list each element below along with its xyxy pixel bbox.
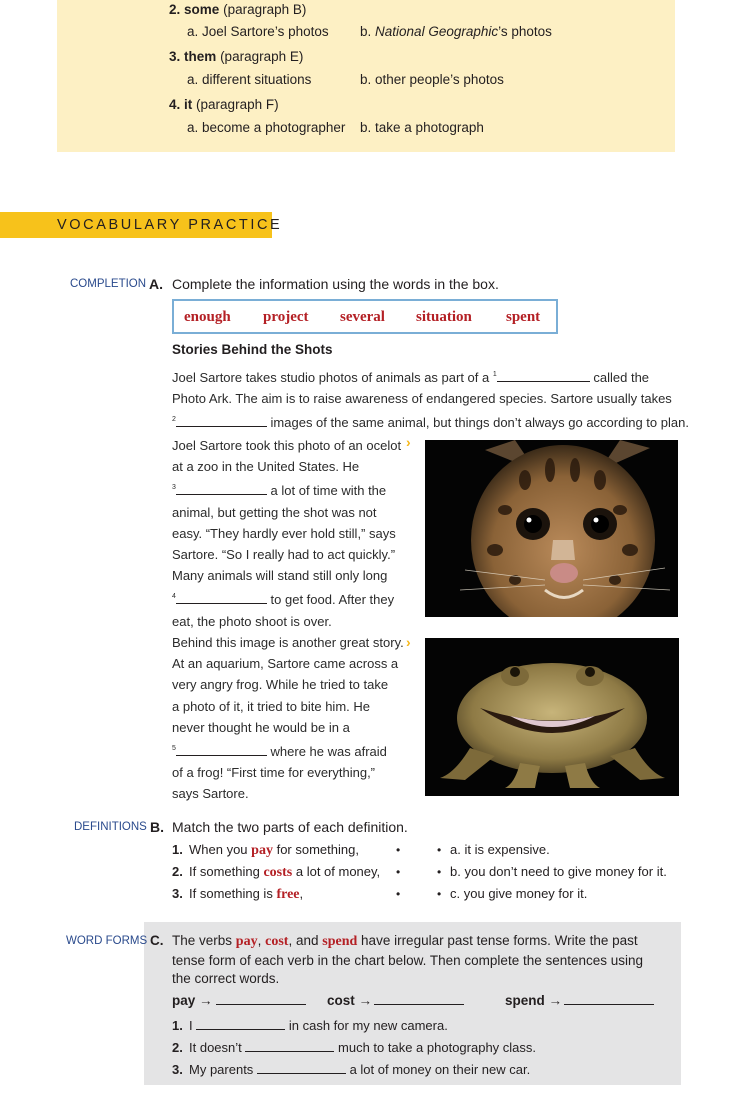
completion-instruction: A. Complete the information using the words in the box. xyxy=(149,276,499,292)
reference-option-a[interactable]: a. different situations xyxy=(187,72,312,87)
sentence-2-blank[interactable] xyxy=(245,1040,334,1052)
word-forms-instruction: C. The verbs pay, cost, and spend have irregular past tense forms. Write the past tense form of each verb in the chart below. Then complete the sentences using the correct words. xyxy=(150,933,644,986)
reference-option-a[interactable]: a. Joel Sartore’s photos xyxy=(187,24,329,39)
ocelot-paragraph: Joel Sartore took this photo of an ocelot at a zoo in the United States. He $^3$ a lot of time with the animal, but getting the shot was not easy. “They hardly ever hold still,” says Sartore. “So I really had to act quickly.” Many animals will stand still only long $^4$ to get food. After they eat, the photo shoot is over. xyxy=(172,438,402,629)
reference-option-a[interactable]: a. become a photographer xyxy=(187,120,346,135)
blank-4[interactable] xyxy=(176,592,267,604)
match-dot[interactable]: • xyxy=(437,865,442,879)
section-title: VOCABULARY PRACTICE xyxy=(57,217,283,233)
frog-photo xyxy=(425,638,679,796)
definition-left-1: 1. When you pay for something, xyxy=(172,842,359,858)
definition-left-3: 3. If something is free, xyxy=(172,886,304,902)
sentence-3: 3. My parents a lot of money on their new car. xyxy=(172,1062,531,1077)
word-box xyxy=(172,299,558,334)
blank-2[interactable] xyxy=(176,415,267,427)
word-option: enough xyxy=(184,309,231,325)
completion-label: COMPLETION xyxy=(70,278,147,290)
ocelot-photo xyxy=(425,440,678,617)
definition-right-b: b. you don’t need to give money for it. xyxy=(450,864,667,879)
chart-cost-blank[interactable] xyxy=(374,1004,464,1005)
chevron-right-icon: › xyxy=(406,434,411,450)
word-option: several xyxy=(340,309,385,325)
sentence-1: 1. I in cash for my new camera. xyxy=(172,1018,448,1033)
frog-illustration xyxy=(425,638,679,796)
match-dot[interactable]: • xyxy=(396,865,401,879)
definition-left-2: 2. If something costs a lot of money, xyxy=(172,864,381,880)
sentence-1-blank[interactable] xyxy=(196,1018,285,1030)
reference-item-2: 2. some (paragraph B) xyxy=(169,2,307,17)
chart-spend-blank[interactable] xyxy=(564,1004,654,1005)
sentence-2: 2. It doesn’t much to take a photography class. xyxy=(172,1040,537,1055)
reference-item-4: 4. it (paragraph F) xyxy=(169,97,279,112)
frog-paragraph: Behind this image is another great story. At an aquarium, Sartore came across a very angry frog. While he tried to take a photo of it, it tried to bite him. He never thought he would be in a $^5$ where he was afraid of a frog! “First time for everything,” says Sartore. xyxy=(172,635,404,802)
ocelot-illustration xyxy=(425,440,678,617)
definition-right-a: a. it is expensive. xyxy=(450,842,550,857)
definitions-label: DEFINITIONS xyxy=(74,821,147,833)
blank-5[interactable] xyxy=(176,744,267,756)
match-dot[interactable]: • xyxy=(437,887,442,901)
intro-paragraph: Joel Sartore takes studio photos of animals as part of a $^1$ called the Photo Ark. The aim is to raise awareness of endangered species. Sartore usually takes $^2$ images of the same animal, but things don’t always go according to plan. xyxy=(172,370,689,431)
chevron-right-icon: › xyxy=(406,634,411,650)
reference-item-3: 3. them (paragraph E) xyxy=(169,49,304,64)
word-forms-label: WORD FORMS xyxy=(66,935,148,947)
definition-right-c: c. you give money for it. xyxy=(450,886,588,901)
word-option: spent xyxy=(506,309,541,325)
blank-3[interactable] xyxy=(176,483,267,495)
match-dot[interactable]: • xyxy=(437,843,442,857)
reference-option-b[interactable]: b. take a photograph xyxy=(360,120,484,135)
definitions-instruction: B. Match the two parts of each definition. xyxy=(150,819,408,835)
story-title: Stories Behind the Shots xyxy=(172,342,333,357)
reference-option-b[interactable]: b. National Geographic’s photos xyxy=(360,24,552,39)
blank-1[interactable] xyxy=(497,370,590,382)
reference-option-b[interactable]: b. other people’s photos xyxy=(360,72,504,87)
chart-pay-blank[interactable] xyxy=(216,1004,306,1005)
match-dot[interactable]: • xyxy=(396,843,401,857)
chart-cost: cost → xyxy=(327,993,373,1008)
word-option: project xyxy=(263,309,309,325)
sentence-3-blank[interactable] xyxy=(257,1062,346,1074)
chart-spend: spend → xyxy=(505,993,563,1008)
chart-pay: pay → xyxy=(172,993,213,1008)
word-option: situation xyxy=(416,309,472,325)
match-dot[interactable]: • xyxy=(396,887,401,901)
